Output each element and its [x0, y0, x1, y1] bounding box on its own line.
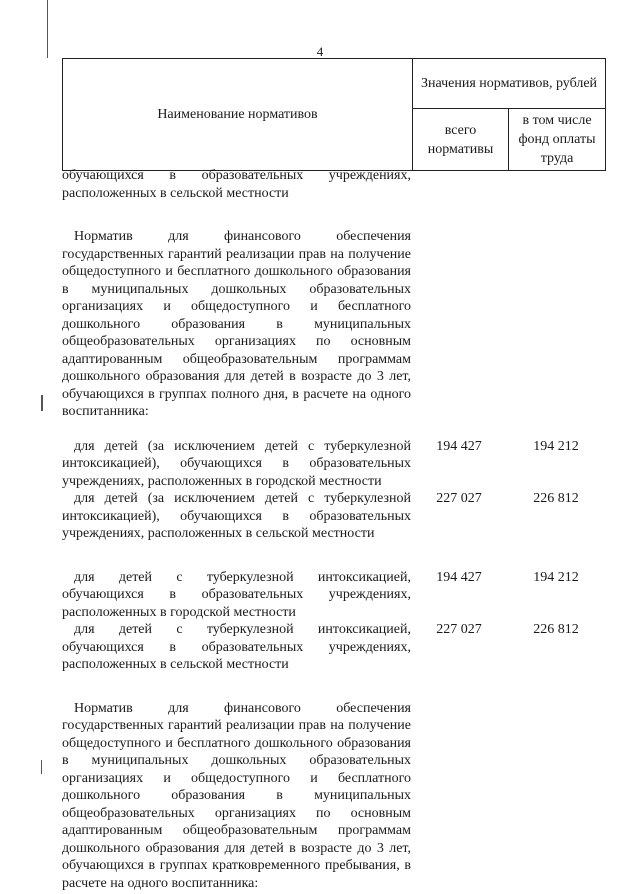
column-header-wage-fund: в том числе фонд оплаты труда [509, 109, 606, 171]
scan-artifact-mark [41, 760, 42, 774]
table-row [62, 700, 605, 893]
norm-paragraph-short-stay: Норматив для финансового обеспечения государственных гарантий реализации прав на получение общедоступного и бесплатного дошкольного образования в муниципальных дошкольных образовательных организациях и общедоступного и бесплатного дошкольного образования в муниципальных общеобразовательных организациях по основным адаптированным общеобразовательным программам дошкольного образования для детей в возрасте до 3 лет, обучающихся в группах кратковременного пребывания, в расчете на одного воспитанника: [62, 700, 411, 891]
norms-table-header [62, 58, 606, 171]
norm-item-text: для детей с туберкулезной интоксикацией, обучающихся в образовательных учреждениях, расположенных в городской местности [62, 569, 411, 620]
norm-item-total: 227 027 [436, 491, 482, 506]
norm-item-wage: 194 212 [533, 569, 579, 585]
norm-item-wage: 226 812 [533, 491, 579, 506]
table-row [62, 438, 605, 491]
scan-artifact-mark [41, 395, 43, 411]
table-body [62, 167, 605, 892]
norm-item-wage: 226 812 [533, 622, 579, 637]
column-header-values: Значения нормативов, рублей [413, 59, 606, 109]
norm-item-text: для детей (за исключением детей с туберкулезной интоксикацией), обучающихся в образовательных учреждениях, расположенных в сельской местности [62, 491, 411, 541]
table-row [62, 228, 605, 421]
norm-item-total: 194 427 [436, 569, 482, 585]
norm-item-total: 194 427 [436, 438, 482, 454]
norm-item-text: для детей (за исключением детей с туберкулезной интоксикацией), обучающихся в образовательных учреждениях, расположенных в городской местности [62, 438, 411, 489]
continued-text: обучающихся в образовательных учреждениях, расположенных в сельской местности [62, 168, 411, 201]
norm-paragraph-full-day: Норматив для финансового обеспечения государственных гарантий реализации прав на получение общедоступного и бесплатного дошкольного образования в муниципальных дошкольных образовательных организациях и общедоступного и бесплатного дошкольного образования в муниципальных общеобразовательных организациях по основным адаптированным общеобразовательным программам дошкольного образования для детей в возрасте до 3 лет, обучающихся в группах полного дня, в расчете на одного воспитанника: [62, 229, 411, 419]
page-number: 4 [316, 44, 324, 59]
column-header-name: Наименование нормативов [63, 59, 413, 171]
table-row [62, 167, 605, 202]
norm-item-text: для детей с туберкулезной интоксикацией, обучающихся в образовательных учреждениях, расположенных в сельской местности [62, 622, 411, 672]
norm-item-wage: 194 212 [533, 438, 579, 454]
table-row [62, 621, 605, 674]
table-row [62, 569, 605, 622]
table-row [62, 490, 605, 543]
norm-item-total: 227 027 [436, 622, 482, 637]
column-header-total: всего нормативы [413, 109, 509, 171]
